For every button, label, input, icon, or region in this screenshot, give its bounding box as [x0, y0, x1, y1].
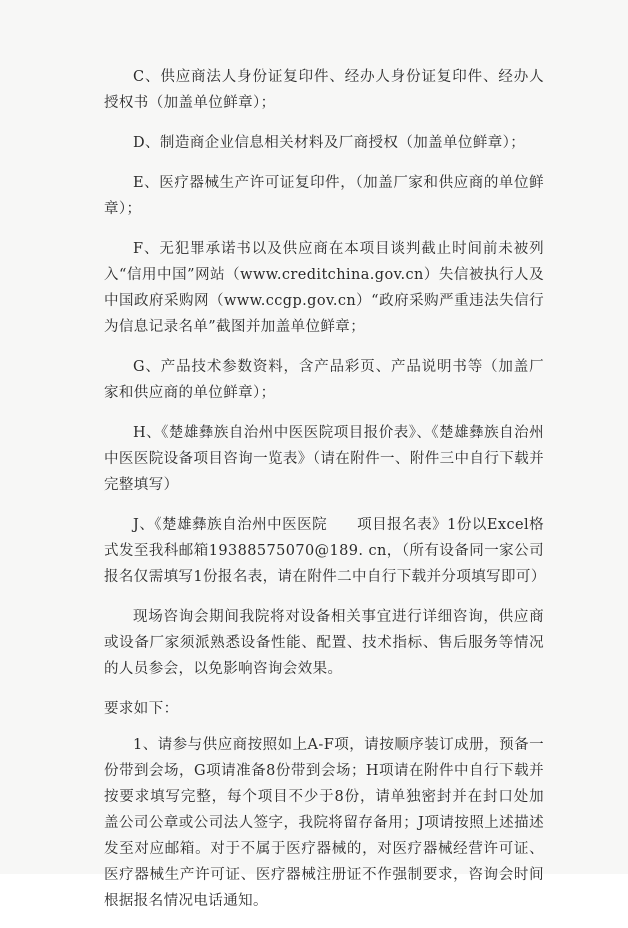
- item-c-paragraph: C、供应商法人身份证复印件、经办人身份证复印件、经办人授权书（加盖单位鲜章）；: [104, 69, 544, 111]
- meeting-notice-paragraph: 现场咨询会期间我院将对设备相关事宜进行详细咨询，供应商或设备厂家须派熟悉设备性能、配置、技术指标、售后服务等情况的人员参会，以免影响咨询会效果。: [104, 609, 544, 677]
- item-h-paragraph: H、《楚雄彝族自治州中医医院项目报价表》、《楚雄彝族自治州中医医院设备项目咨询一览表》（请在附件一、附件三中自行下载并完整填写）: [104, 425, 544, 493]
- item-e-paragraph: E、医疗器械生产许可证复印件，（加盖厂家和供应商的单位鲜章）；: [104, 175, 544, 217]
- requirements-heading: 要求如下：: [104, 701, 179, 717]
- item-d-paragraph: D、制造商企业信息相关材料及厂商授权（加盖单位鲜章）；: [133, 135, 526, 151]
- item-g-paragraph: G、产品技术参数资料，含产品彩页、产品说明书等（加盖厂家和供应商的单位鲜章）；: [104, 359, 544, 401]
- item-f-paragraph: F、无犯罪承诺书以及供应商在本项目谈判截止时间前未被列入“信用中国”网站（www.creditchina.gov.cn）失信被执行人及中国政府采购网（www.ccgp.gov.cn）“政府采购严重违法失信行为信息记录名单”截图并加盖单位鲜章；: [104, 241, 544, 335]
- requirement-1-paragraph: 1、请参与供应商按照如上A-F项，请按顺序装订成册，预备一份带到会场，G项请准备8份带到会场；H项请在附件中自行下载并按要求填写完整，每个项目不少于8份，请单独密封并在封口处加盖公司公章或公司法人签字，我院将留存备用；J项请按照上述描述发至对应邮箱。对于不属于医疗器械的，对医疗器械经营许可证、医疗器械生产许可证、医疗器械注册证不作强制要求，咨询会时间根据报名情况电话通知。: [104, 737, 544, 909]
- document-body: [104, 64, 544, 928]
- item-j-paragraph: J、《楚雄彝族自治州中医医院 项目报名表》1份以Excel格式发至我科邮箱19388575070@189. cn，（所有设备同一家公司报名仅需填写1份报名表，请在附件二中自行下载并分项填写即可）: [104, 517, 546, 585]
